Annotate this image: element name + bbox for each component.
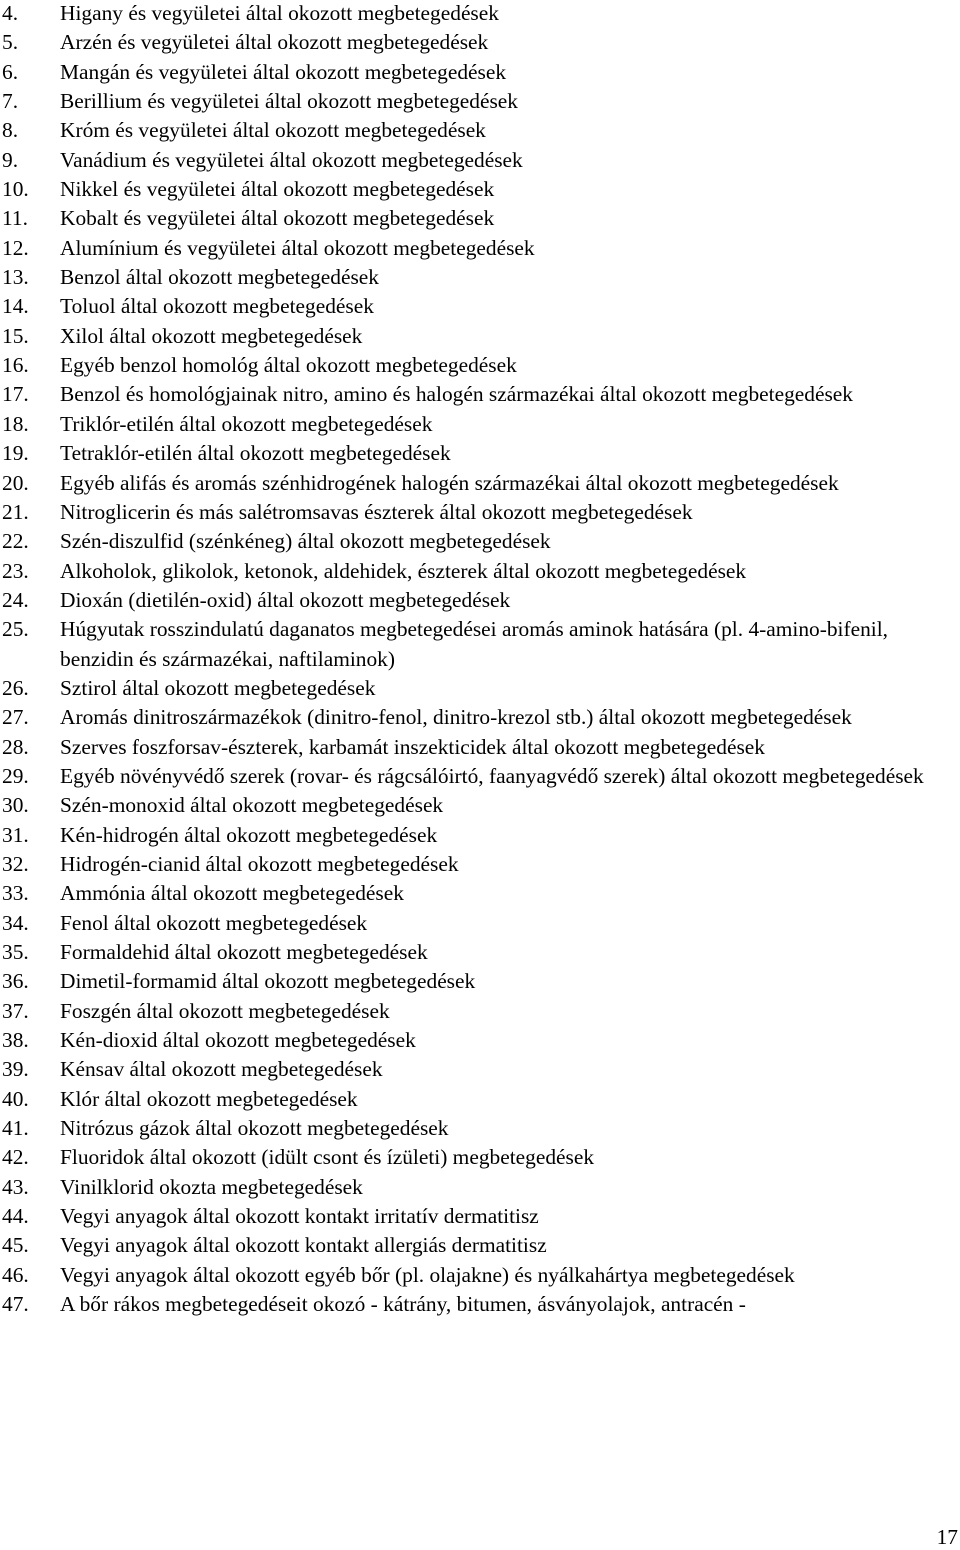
item-text: Egyéb növényvédő szerek (rovar- és rágcsálóirtó, faanyagvédő szerek) által okozott megbetegedések [60, 763, 924, 788]
list-item [0, 674, 930, 703]
item-number: 9. [2, 147, 19, 172]
item-number: 47. [2, 1292, 29, 1317]
item-number: 25. [2, 617, 29, 642]
item-text: Vanádium és vegyületei által okozott megbetegedések [60, 147, 523, 172]
list-item [0, 1290, 930, 1319]
item-number: 10. [2, 177, 29, 202]
item-number: 34. [2, 910, 29, 935]
page-number: 17 [936, 1525, 958, 1549]
item-text: Kén-hidrogén által okozott megbetegedések [60, 822, 438, 847]
item-number: 45. [2, 1233, 29, 1258]
list-item [0, 0, 930, 28]
item-text: Szerves foszforsav-észterek, karbamát inszekticidek által okozott megbetegedések [60, 734, 765, 759]
list-item [0, 791, 930, 820]
item-number: 37. [2, 998, 29, 1023]
list-item [0, 586, 930, 615]
item-text: Kobalt és vegyületei által okozott megbetegedések [60, 206, 495, 231]
item-text: Berillium és vegyületei által okozott megbetegedések [60, 89, 518, 114]
list-item [0, 175, 930, 204]
item-text: Klór által okozott megbetegedések [60, 1086, 358, 1111]
list-item [0, 1231, 930, 1260]
item-text: Dimetil-formamid által okozott megbetegedések [60, 969, 476, 994]
item-number: 30. [2, 793, 29, 818]
item-text: Egyéb benzol homológ által okozott megbetegedések [60, 353, 517, 378]
item-number: 5. [2, 30, 19, 55]
item-number: 22. [2, 529, 29, 554]
list-item [0, 938, 930, 967]
item-text: Nikkel és vegyületei által okozott megbetegedések [60, 177, 495, 202]
item-number: 38. [2, 1028, 29, 1053]
list-item [0, 1202, 930, 1231]
item-text: Alkoholok, glikolok, ketonok, aldehidek, észterek által okozott megbetegedések [60, 558, 747, 583]
item-text: Szén-monoxid által okozott megbetegedések [60, 793, 444, 818]
item-number: 8. [2, 118, 19, 143]
list-item [0, 1261, 930, 1290]
item-number: 21. [2, 499, 29, 524]
item-number: 41. [2, 1116, 29, 1141]
item-text: Benzol és homológjainak nitro, amino és halogén származékai által okozott megbetegedések [60, 382, 853, 407]
item-number: 39. [2, 1057, 29, 1082]
list-item [0, 116, 930, 145]
item-number: 33. [2, 881, 29, 906]
list-item [0, 879, 930, 908]
item-text: Toluol által okozott megbetegedések [60, 294, 374, 319]
list-item [0, 322, 930, 351]
item-number: 11. [2, 206, 28, 231]
item-text: Nitroglicerin és más salétromsavas észterek által okozott megbetegedések [60, 499, 693, 524]
list-item [0, 351, 930, 380]
item-text: Húgyutak rosszindulatú daganatos megbetegedései aromás aminok hatására (pl. 4-amino-bifenil, benzidin és származékai, naftilaminok) [60, 617, 889, 671]
item-text: Fenol által okozott megbetegedések [60, 910, 368, 935]
list-item [0, 850, 930, 879]
list-item [0, 1114, 930, 1143]
item-number: 35. [2, 940, 29, 964]
item-number: 31. [2, 822, 29, 847]
list-item [0, 557, 930, 586]
item-text: Alumínium és vegyületei által okozott megbetegedések [60, 235, 535, 260]
list-item [0, 703, 930, 732]
item-text: Formaldehid által okozott megbetegedések [60, 940, 428, 964]
list-item [0, 909, 930, 938]
list-item [0, 234, 930, 263]
item-number: 7. [2, 89, 19, 114]
item-text: Szén-diszulfid (szénkéneg) által okozott megbetegedések [60, 529, 551, 554]
list-item [0, 292, 930, 321]
item-text: Tetraklór-etilén által okozott megbetegedések [60, 441, 451, 466]
list-item [0, 263, 930, 292]
list-item [0, 146, 930, 175]
item-text: Higany és vegyületei által okozott megbetegedések [60, 1, 499, 25]
list-item [0, 58, 930, 87]
list-item [0, 821, 930, 850]
item-number: 20. [2, 470, 29, 495]
item-number: 4. [2, 1, 19, 25]
item-number: 18. [2, 411, 29, 436]
item-number: 29. [2, 763, 29, 788]
item-text: Fluoridok által okozott (idült csont és ízületi) megbetegedések [60, 1145, 595, 1170]
item-text: A bőr rákos megbetegedéseit okozó - kátrány, bitumen, ásványolajok, antracén - [60, 1292, 746, 1317]
list-item [0, 1026, 930, 1055]
item-number: 19. [2, 441, 29, 466]
item-number: 13. [2, 265, 29, 290]
item-text: Ammónia által okozott megbetegedések [60, 881, 404, 906]
list-item [0, 1085, 930, 1114]
item-number: 44. [2, 1204, 29, 1229]
list-item [0, 439, 930, 468]
item-number: 42. [2, 1145, 29, 1170]
list-item [0, 1055, 930, 1084]
item-text: Nitrózus gázok által okozott megbetegedések [60, 1116, 449, 1141]
item-text: Mangán és vegyületei által okozott megbetegedések [60, 59, 507, 84]
list-item [0, 380, 930, 409]
item-text: Vegyi anyagok által okozott kontakt irritatív dermatitisz [60, 1204, 539, 1229]
item-number: 43. [2, 1174, 29, 1199]
item-text: Hidrogén-cianid által okozott megbetegedések [60, 851, 459, 876]
item-text: Vegyi anyagok által okozott egyéb bőr (pl. olajakne) és nyálkahártya megbetegedések [60, 1262, 795, 1287]
item-number: 17. [2, 382, 29, 407]
list-item [0, 615, 930, 674]
item-text: Xilol által okozott megbetegedések [60, 323, 363, 348]
item-number: 40. [2, 1086, 29, 1111]
list-item [0, 967, 930, 996]
item-text: Aromás dinitroszármazékok (dinitro-fenol, dinitro-krezol stb.) által okozott megbetegedések [60, 705, 852, 730]
list-item [0, 1173, 930, 1202]
item-number: 28. [2, 734, 29, 759]
item-number: 27. [2, 705, 29, 730]
list-item [0, 87, 930, 116]
list-item [0, 527, 930, 556]
item-text: Kén-dioxid által okozott megbetegedések [60, 1028, 416, 1053]
item-number: 14. [2, 294, 29, 319]
list-item [0, 28, 930, 57]
item-text: Foszgén által okozott megbetegedések [60, 998, 390, 1023]
list-item [0, 410, 930, 439]
item-number: 24. [2, 587, 29, 612]
item-number: 46. [2, 1262, 29, 1287]
item-text: Dioxán (dietilén-oxid) által okozott megbetegedések [60, 587, 511, 612]
list-item [0, 997, 930, 1026]
item-text: Egyéb alifás és aromás szénhidrogének halogén származékai által okozott megbetegedések [60, 470, 839, 495]
item-text: Arzén és vegyületei által okozott megbetegedések [60, 30, 489, 55]
item-number: 15. [2, 323, 29, 348]
item-number: 16. [2, 353, 29, 378]
list-item [0, 469, 930, 498]
item-text: Kénsav által okozott megbetegedések [60, 1057, 383, 1082]
item-number: 26. [2, 675, 29, 700]
item-text: Vegyi anyagok által okozott kontakt allergiás dermatitisz [60, 1233, 547, 1258]
item-number: 32. [2, 851, 29, 876]
item-text: Triklór-etilén által okozott megbetegedések [60, 411, 433, 436]
item-text: Benzol által okozott megbetegedések [60, 265, 379, 290]
item-text: Króm és vegyületei által okozott megbetegedések [60, 118, 486, 143]
item-number: 36. [2, 969, 29, 994]
list-item [0, 1143, 930, 1172]
item-number: 23. [2, 558, 29, 583]
list-item [0, 204, 930, 233]
list-item [0, 762, 930, 791]
item-number: 6. [2, 59, 19, 84]
item-number: 12. [2, 235, 29, 260]
list-item [0, 733, 930, 762]
item-text: Sztirol által okozott megbetegedések [60, 675, 376, 700]
list-item [0, 498, 930, 527]
item-text: Vinilklorid okozta megbetegedések [60, 1174, 363, 1199]
